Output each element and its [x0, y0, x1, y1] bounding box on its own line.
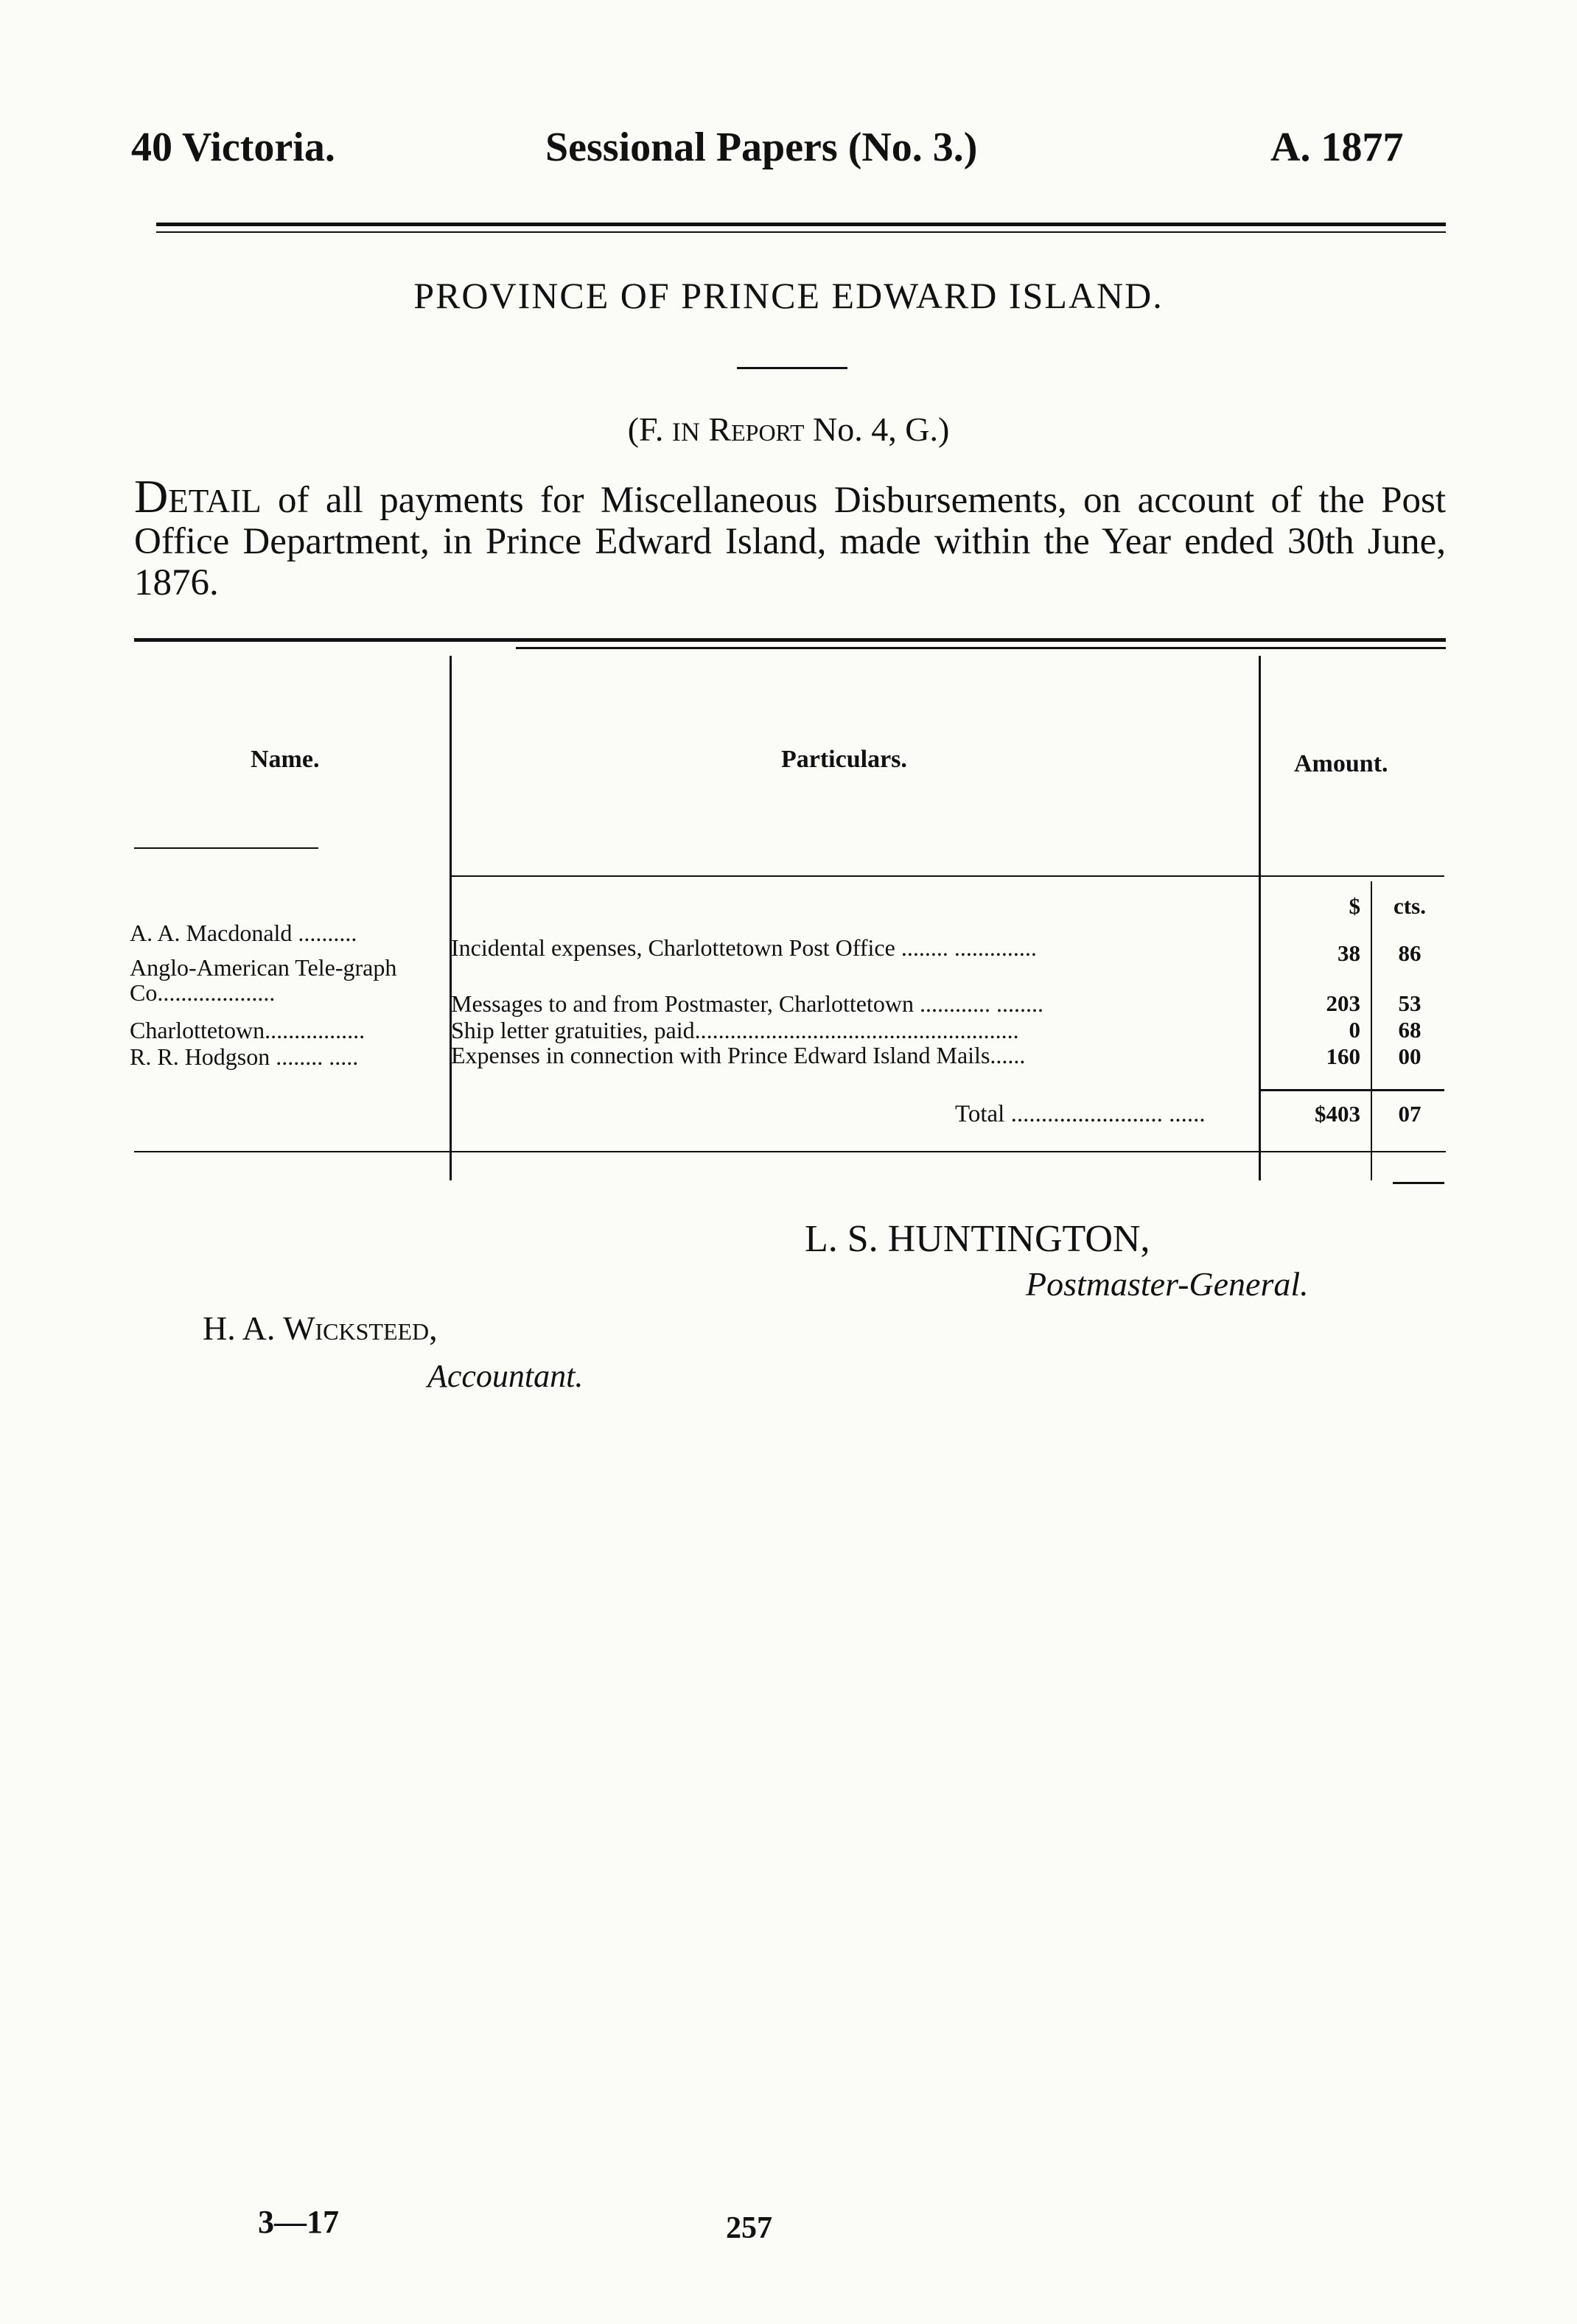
table-bottom-rule [134, 1151, 1446, 1152]
column-divider-1 [450, 656, 452, 1180]
total-label: Total ......................... ...... [955, 1101, 1206, 1127]
row-particulars: Messages to and from Postmaster, Charlottetown ............ ........ [451, 990, 1043, 1017]
detail-text: of all payments for Miscellaneous Disbursements, on account of the Post Office Department, in Prince Edward Island, made within the Year ended 30th June, 1876. [134, 480, 1447, 603]
table-bottom-rule-end [1393, 1182, 1444, 1184]
row-dollars: 0 [1349, 1017, 1360, 1043]
name-header-rule [134, 847, 318, 849]
col-header-amount: Amount. [1294, 750, 1388, 777]
row-cents: 00 [1398, 1043, 1422, 1069]
unit-dollars: $ [1349, 893, 1360, 919]
province-title: PROVINCE OF PRINCE EDWARD ISLAND. [413, 275, 1164, 316]
row-dollars: 38 [1338, 940, 1360, 966]
page-number: 257 [726, 2211, 772, 2245]
header-volume: 40 Victoria. [131, 125, 335, 170]
total-top-rule [1260, 1089, 1444, 1091]
title-divider [737, 367, 847, 369]
accountant-title: Accountant. [427, 1358, 584, 1394]
detail-lead: Detail [134, 470, 262, 522]
column-divider-3 [1371, 881, 1372, 1180]
header-bottom-rule [451, 875, 1444, 877]
row-name: R. R. Hodgson ........ ..... [130, 1043, 359, 1070]
total-dollars: $403 [1315, 1101, 1360, 1127]
detail-paragraph [134, 470, 1447, 603]
row-particulars: Expenses in connection with Prince Edward Island Mails...... [451, 1042, 1026, 1068]
signer-name: L. S. HUNTINGTON, [805, 1218, 1150, 1260]
footer-signature-mark: 3—17 [258, 2204, 339, 2240]
row-name: A. A. Macdonald .......... [130, 920, 357, 946]
table-top-rule-2 [516, 647, 1446, 649]
report-reference [0, 410, 1577, 449]
accountant-name: H. A. Wicksteed, [203, 1309, 438, 1347]
ref-open: (F. [627, 410, 664, 448]
ref-report: Report [708, 410, 805, 448]
ref-rest: No. 4, G.) [813, 410, 950, 448]
header-title: Sessional Papers (No. 3.) [545, 125, 978, 170]
header-year: A. 1877 [1270, 125, 1404, 170]
col-header-particulars: Particulars. [781, 746, 907, 773]
col-header-name: Name. [251, 746, 320, 773]
row-particulars: Ship letter gratuities, paid....................................................... [451, 1017, 1019, 1043]
row-cents: 86 [1398, 940, 1422, 966]
total-cents: 07 [1398, 1101, 1422, 1127]
header-rule-thin [156, 231, 1446, 233]
header-rule-thick [156, 223, 1446, 226]
signer-title: Postmaster-General. [1026, 1265, 1309, 1303]
row-dollars: 160 [1326, 1043, 1360, 1069]
row-cents: 68 [1398, 1017, 1422, 1043]
table-top-rule [134, 638, 1446, 642]
row-dollars: 203 [1326, 990, 1360, 1016]
unit-cents: cts. [1394, 893, 1426, 919]
row-name: Charlottetown................. [130, 1017, 366, 1043]
ref-in: IN [671, 417, 700, 447]
row-particulars: Incidental expenses, Charlottetown Post Office ........ .............. [451, 934, 1037, 961]
row-name: Anglo-American Tele-graph Co.................... [130, 954, 397, 1006]
row-cents: 53 [1398, 990, 1422, 1016]
